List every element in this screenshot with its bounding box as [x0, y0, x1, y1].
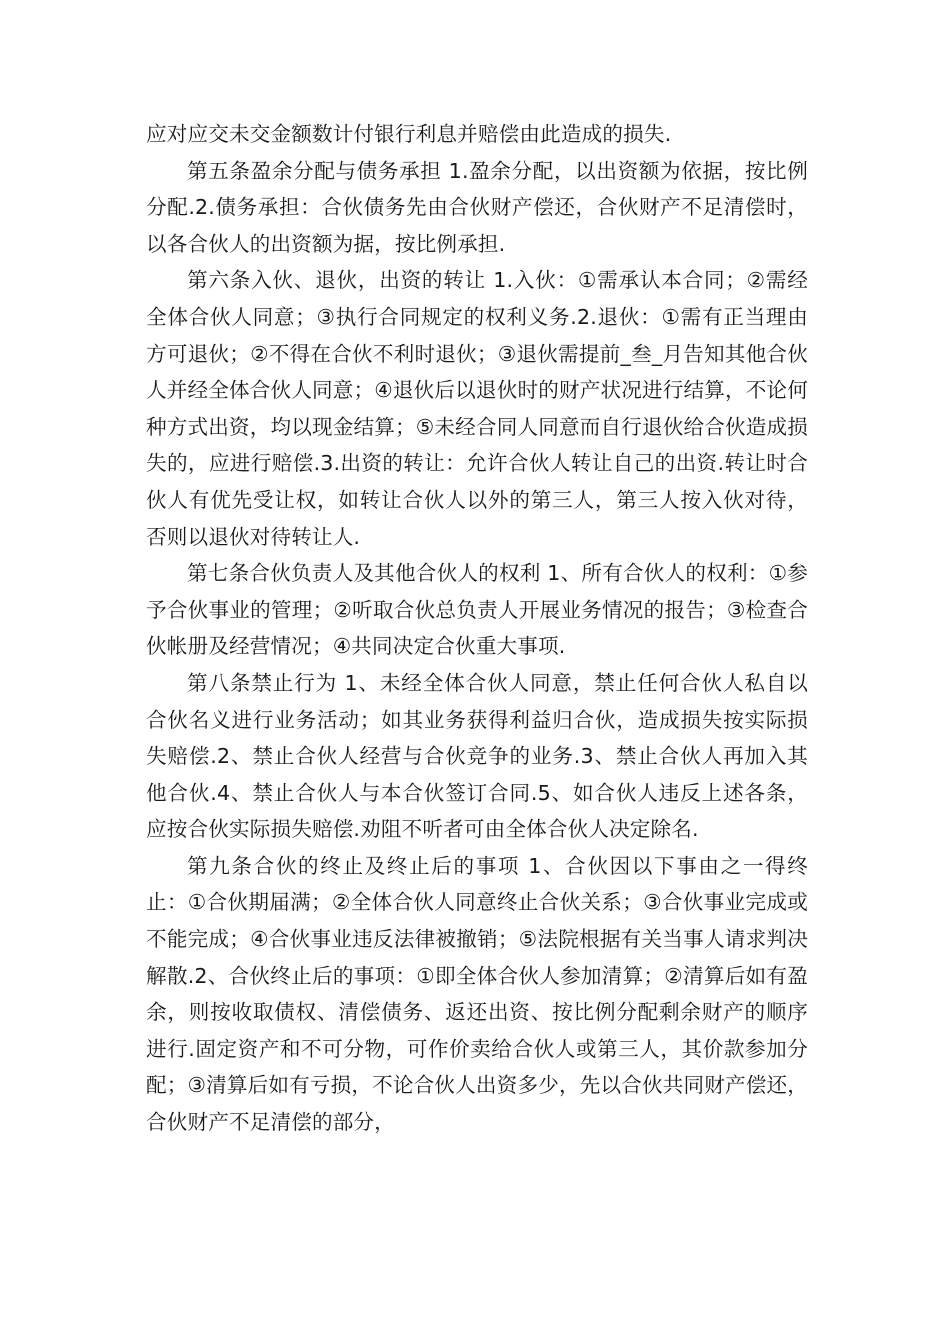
paragraph-article-5: 第五条盈余分配与债务承担 1.盈余分配，以出资额为依据，按比例分配.2.债务承担：合伙债务先由合伙财产偿还，合伙财产不足清偿时，以各合伙人的出资额为据，按比例承担. [146, 158, 808, 256]
document-page [146, 116, 808, 1141]
paragraph-article-8: 第八条禁止行为 1、未经全体合伙人同意，禁止任何合伙人私自以合伙名义进行业务活动；如其业务获得利益归合伙，造成损失按实际损失赔偿.2、禁止合伙人经营与合伙竞争的业务.3、禁止合伙人再加入其他合伙.4、禁止合伙人与本合伙签订合同.5、如合伙人违反上述各条，应按合伙实际损失赔偿.劝阻不听者可由全体合伙人决定除名. [146, 670, 808, 842]
paragraph-article-9: 第九条合伙的终止及终止后的事项 1、合伙因以下事由之一得终止：①合伙期届满；②全体合伙人同意终止合伙关系；③合伙事业完成或不能完成；④合伙事业违反法律被撤销；⑤法院根据有关当事人请求判决解散.2、合伙终止后的事项：①即全体合伙人参加清算；②清算后如有盈余，则按收取债权、清偿债务、返还出资、按比例分配剩余财产的顺序进行.固定资产和不可分物，可作价卖给合伙人或第三人，其价款参加分配；③清算后如有亏损，不论合伙人出资多少，先以合伙共同财产偿还，合伙财产不足清偿的部分， [146, 853, 808, 1135]
paragraph-continuation: 应对应交未交金额数计付银行利息并赔偿由此造成的损失. [146, 122, 672, 146]
paragraph-article-6: 第六条入伙、退伙，出资的转让 1.入伙：①需承认本合同；②需经全体合伙人同意；③执行合同规定的权利义务.2.退伙：①需有正当理由方可退伙；②不得在合伙不利时退伙；③退伙需提前_叁_月告知其他合伙人并经全体合伙人同意；④退伙后以退伙时的财产状况进行结算，不论何种方式出资，均以现金结算；⑤未经合同人同意而自行退伙给合伙造成损失的，应进行赔偿.3.出资的转让：允许合伙人转让自己的出资.转让时合伙人有优先受让权，如转让合伙人以外的第三人，第三人按入伙对待，否则以退伙对待转让人. [146, 268, 808, 549]
paragraph-article-7: 第七条合伙负责人及其他合伙人的权利 1、所有合伙人的权利：①参予合伙事业的管理；②听取合伙总负责人开展业务情况的报告；③检查合伙帐册及经营情况；④共同决定合伙重大事项. [146, 561, 808, 659]
